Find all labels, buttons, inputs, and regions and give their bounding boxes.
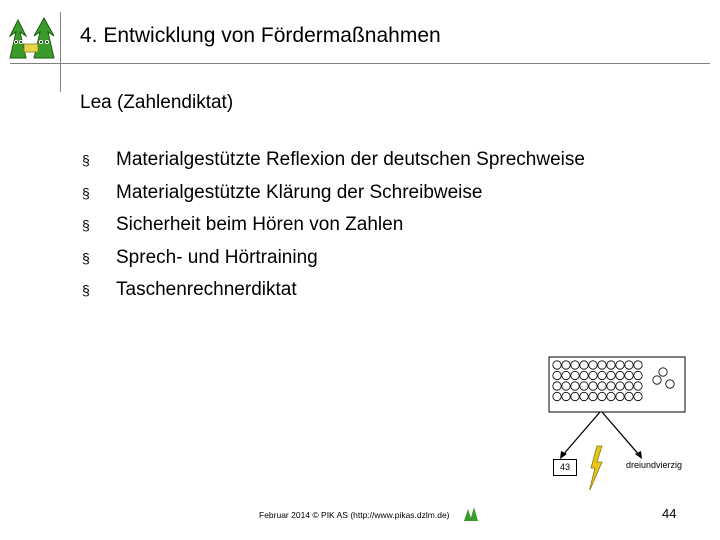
ten-dot bbox=[589, 361, 597, 369]
ten-dot bbox=[598, 371, 606, 379]
bullet-text: Sicherheit beim Hören von Zahlen bbox=[116, 214, 404, 236]
number-label: 43 bbox=[553, 459, 577, 476]
vertical-rule bbox=[60, 12, 61, 92]
ten-dot bbox=[634, 392, 642, 400]
ten-dot bbox=[562, 371, 570, 379]
bullet-text: Materialgestützte Klärung der Schreibweise bbox=[116, 181, 483, 203]
ten-dot bbox=[580, 392, 588, 400]
ten-dot bbox=[598, 392, 606, 400]
bullet-mark: § bbox=[82, 184, 90, 201]
ten-dot bbox=[589, 382, 597, 390]
bullet-item bbox=[82, 209, 585, 242]
ten-dot bbox=[553, 361, 561, 369]
ten-dot bbox=[580, 371, 588, 379]
bullet-mark: § bbox=[82, 249, 90, 266]
bullet-text: Materialgestützte Reflexion der deutschen Sprechweise bbox=[116, 149, 585, 171]
ten-dot bbox=[553, 371, 561, 379]
ten-dot bbox=[616, 382, 624, 390]
lightning-icon bbox=[589, 446, 602, 490]
ten-dot bbox=[553, 392, 561, 400]
bullet-mark: § bbox=[82, 282, 90, 299]
one-dot bbox=[659, 368, 667, 376]
ten-dot bbox=[607, 361, 615, 369]
slide-title: 4. Entwicklung von Fördermaßnahmen bbox=[80, 24, 441, 47]
bullet-mark: § bbox=[82, 217, 90, 234]
ten-dot bbox=[625, 361, 633, 369]
horizontal-rule bbox=[10, 63, 710, 64]
ten-dot bbox=[571, 361, 579, 369]
ten-dot bbox=[571, 382, 579, 390]
bullet-mark: § bbox=[82, 152, 90, 169]
ten-dot bbox=[607, 371, 615, 379]
arrow-to-word bbox=[602, 412, 640, 456]
page-number: 44 bbox=[662, 506, 677, 521]
ten-dot bbox=[607, 392, 615, 400]
ten-dot bbox=[634, 382, 642, 390]
ten-dot bbox=[580, 382, 588, 390]
one-dot bbox=[666, 380, 674, 388]
ten-dot bbox=[625, 371, 633, 379]
bullet-item bbox=[82, 144, 585, 177]
footer-text: Februar 2014 © PIK AS (http://www.pikas.dzlm.de) bbox=[259, 510, 450, 520]
ten-dot bbox=[562, 361, 570, 369]
bullet-item bbox=[82, 177, 585, 210]
ten-dot bbox=[598, 382, 606, 390]
ten-dot bbox=[562, 392, 570, 400]
ten-dot bbox=[616, 361, 624, 369]
number-word-label: dreiundvierzig bbox=[626, 460, 683, 470]
ten-dot bbox=[616, 392, 624, 400]
ten-dot bbox=[562, 382, 570, 390]
ten-dot bbox=[625, 392, 633, 400]
ten-dot bbox=[625, 382, 633, 390]
ten-dot bbox=[553, 382, 561, 390]
ten-dot bbox=[616, 371, 624, 379]
ten-dot bbox=[607, 382, 615, 390]
ten-dot bbox=[580, 361, 588, 369]
bullet-list bbox=[82, 144, 585, 307]
pikas-mini-logo bbox=[462, 505, 480, 523]
pikas-logo bbox=[6, 14, 58, 64]
ten-dot bbox=[589, 392, 597, 400]
bullet-text: Taschenrechnerdiktat bbox=[116, 279, 297, 301]
ten-dot bbox=[571, 371, 579, 379]
arrow-to-number bbox=[562, 412, 600, 456]
ten-dot bbox=[571, 392, 579, 400]
one-dot bbox=[653, 376, 661, 384]
bullet-text: Sprech- und Hörtraining bbox=[116, 246, 318, 268]
bullet-item bbox=[82, 274, 585, 307]
ten-dot bbox=[634, 361, 642, 369]
slide-subtitle: Lea (Zahlendiktat) bbox=[80, 92, 234, 113]
bullet-item bbox=[82, 242, 585, 275]
ten-dot bbox=[634, 371, 642, 379]
ten-dot bbox=[589, 371, 597, 379]
ten-dot bbox=[598, 361, 606, 369]
